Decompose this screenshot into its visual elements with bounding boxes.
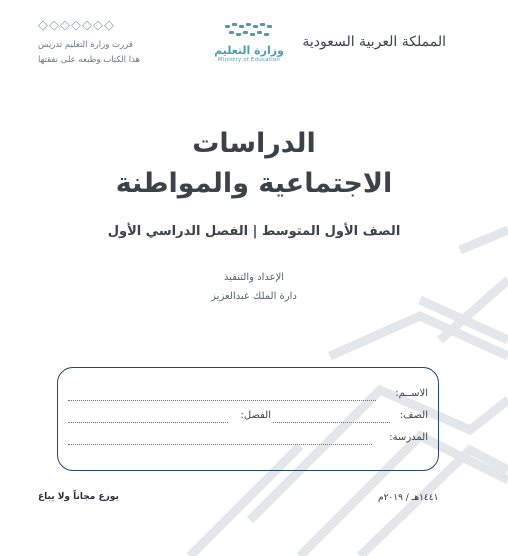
grade-and-semester: الصف الأول المتوسط | الفصل الدراسي الأول bbox=[107, 224, 401, 239]
section-field[interactable] bbox=[68, 422, 228, 423]
approval-line-2: هذا الكتاب وطبعه على نفقتها bbox=[38, 55, 141, 65]
free-distribution-note: يوزع مجاناً ولا يباع bbox=[38, 492, 119, 502]
book-title-line-2: الاجتماعية والمواطنة bbox=[115, 168, 393, 199]
student-info-box bbox=[57, 367, 439, 471]
ministry-logo-icon bbox=[223, 22, 275, 38]
ministry-name-english: Ministry of Education bbox=[217, 57, 281, 63]
class-row bbox=[68, 410, 428, 426]
edition-year: ١٤٤١هـ / ٢٠١٩م bbox=[378, 493, 439, 503]
ministry-name-arabic: وزارة التعليم bbox=[214, 44, 284, 57]
approval-line-1: قررت وزارة التعليم تدريس bbox=[38, 40, 133, 50]
ministry-logo bbox=[214, 22, 284, 63]
book-title-line-1: الدراسات bbox=[192, 128, 316, 159]
class-label: الصف: bbox=[399, 410, 428, 421]
class-field[interactable] bbox=[273, 422, 390, 423]
prepared-by-organization: دارة الملك عبدالعزيز bbox=[211, 291, 297, 302]
section-label: الفصل: bbox=[240, 410, 271, 421]
school-field[interactable] bbox=[68, 444, 372, 445]
school-row bbox=[68, 432, 428, 448]
name-row bbox=[68, 388, 428, 404]
prepared-by-label: الإعداد والتنفيذ bbox=[223, 272, 285, 283]
name-field[interactable] bbox=[68, 400, 376, 401]
ministry-approval-note bbox=[38, 38, 166, 68]
decorative-diamonds: ◇◇◇◇◇◇◇ bbox=[38, 18, 115, 33]
kingdom-name: المملكة العربية السعودية bbox=[302, 34, 446, 50]
name-label: الاســم: bbox=[395, 388, 428, 399]
school-label: المدرسة: bbox=[389, 432, 428, 443]
